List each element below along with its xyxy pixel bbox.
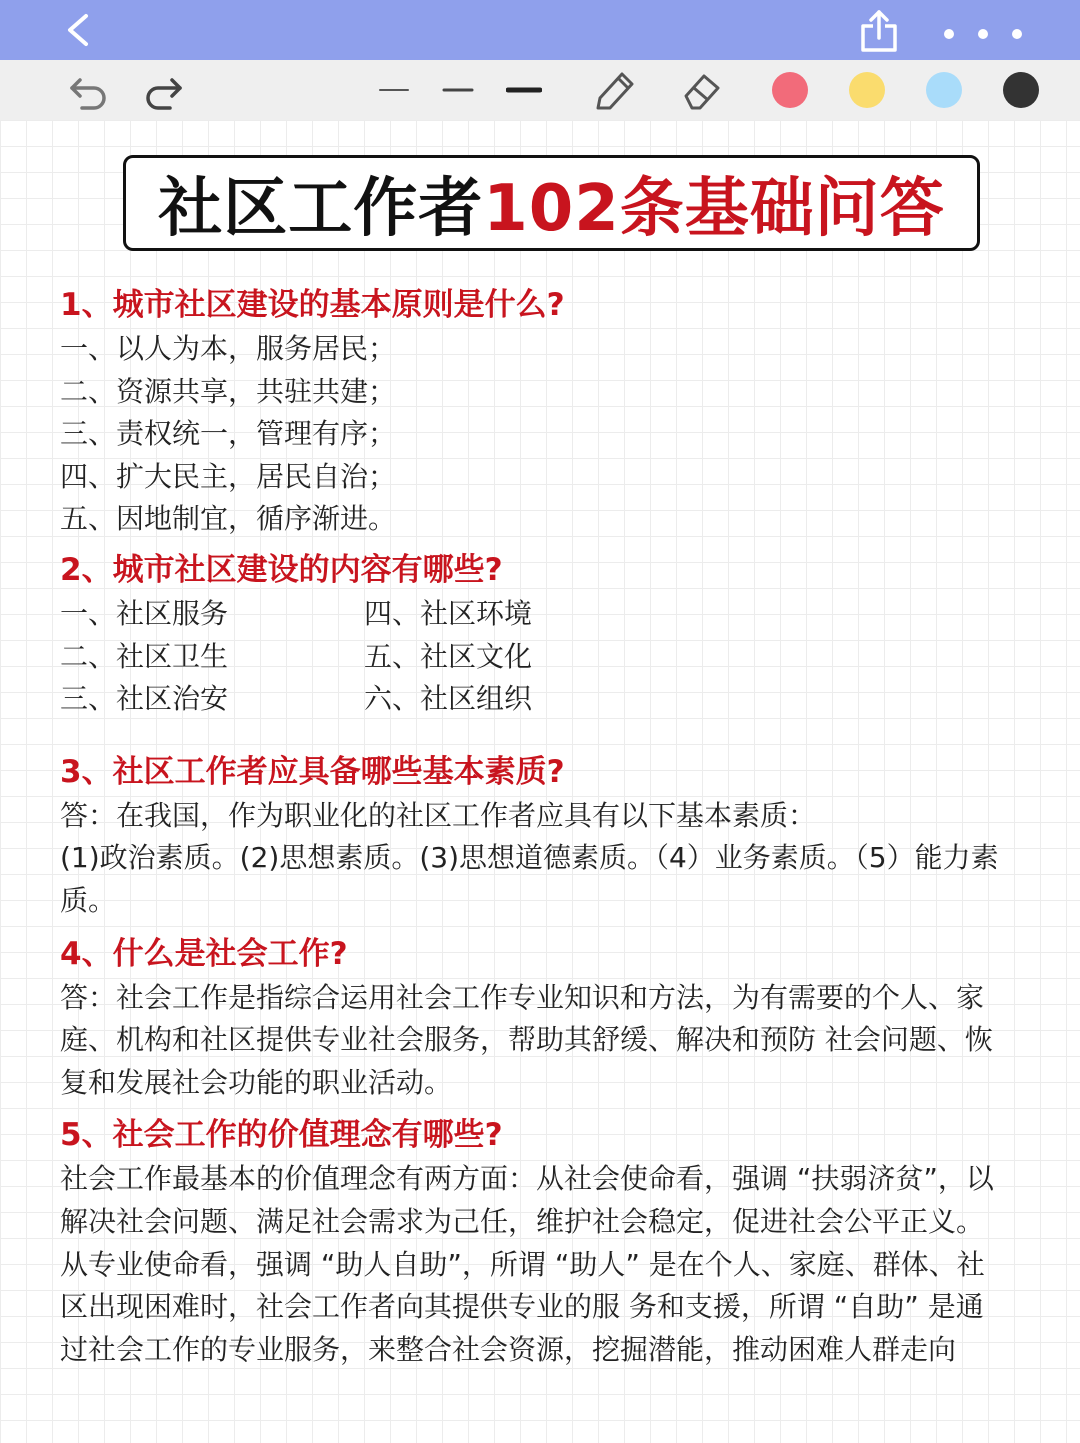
answer-line: 社会工作最基本的价值理念有两方面：从社会使命看，强调 “扶弱济贫”，以 [60, 1162, 994, 1196]
title-part-red: 102条基础问答 [483, 172, 945, 246]
answer-4 [60, 977, 1050, 1105]
question-2: 2、城市社区建设的内容有哪些? [60, 551, 503, 588]
top-navigation-bar [0, 0, 1080, 60]
answer-item: 一、社区服务 [60, 596, 229, 630]
color-swatch-black[interactable] [1001, 68, 1041, 112]
answer-line: 复和发展社会功能的职业活动。 [60, 1065, 453, 1099]
answer-line: 四、扩大民主，居民自治； [60, 459, 397, 493]
answer-1 [60, 328, 1050, 541]
more-options-icon[interactable] [936, 22, 1026, 46]
question-5: 5、社会工作的价值理念有哪些? [60, 1117, 503, 1154]
color-swatch-yellow[interactable] [847, 68, 887, 112]
answer-line: 三、责权统一，管理有序； [60, 417, 397, 451]
back-chevron-icon[interactable] [60, 12, 96, 48]
thin-line-icon[interactable] [378, 68, 410, 112]
answer-line: 答：社会工作是指综合运用社会工作专业知识和方法，为有需要的个人、家 [60, 980, 985, 1014]
redo-icon[interactable] [142, 68, 186, 112]
document-title [123, 155, 980, 251]
answer-item: 三、社区治安 [60, 682, 229, 716]
question-4: 4、什么是社会工作? [60, 935, 348, 972]
eraser-icon[interactable] [680, 68, 724, 112]
undo-icon[interactable] [66, 68, 110, 112]
document-content [60, 282, 1050, 1371]
answer-3 [60, 795, 1050, 923]
question-3: 3、社区工作者应具备哪些基本素质? [60, 753, 565, 790]
medium-line-icon[interactable] [442, 68, 474, 112]
answer-line: 区出现困难时，社会工作者向其提供专业的服 务和支援，所谓 “自助” 是通 [60, 1290, 984, 1324]
question-1: 1、城市社区建设的基本原则是什么? [60, 287, 565, 323]
answer-item: 六、社区组织 [364, 682, 533, 716]
answer-item: 二、社区卫生 [60, 639, 229, 673]
thick-line-icon[interactable] [506, 68, 542, 112]
pencil-icon[interactable] [590, 68, 638, 112]
answer-line: 解决社会问题、满足社会需求为己任，维护社会稳定，促进社会公平正义。 [60, 1204, 985, 1238]
answer-item: 四、社区环境 [364, 596, 533, 630]
color-swatch-pink[interactable] [770, 68, 810, 112]
title-part-black: 社区工作者 [158, 172, 484, 246]
answer-item: 五、社区文化 [364, 639, 533, 673]
answer-line: 过社会工作的专业服务，来整合社会资源，挖掘潜能，推动困难人群走向 [60, 1332, 957, 1366]
answer-line: 庭、机构和社区提供专业社会服务，帮助其舒缓、解决和预防 社会问题、恢 [60, 1023, 993, 1057]
answer-line: 答：在我国，作为职业化的社区工作者应具有以下基本素质： [60, 798, 817, 832]
color-swatch-blue[interactable] [924, 68, 964, 112]
share-icon[interactable] [858, 8, 900, 54]
answer-line: 质。 [60, 883, 117, 917]
answer-line: (1)政治素质。(2)思想素质。(3)思想道德素质。（4）业务素质。（5）能力素 [60, 841, 999, 875]
answer-line: 一、以人为本，服务居民； [60, 332, 397, 365]
drawing-toolbar [0, 60, 1080, 120]
answer-line: 从专业使命看，强调 “助人自助”，所谓 “助人” 是在个人、家庭、群体、社 [60, 1247, 985, 1281]
answer-5 [60, 1158, 1050, 1371]
answer-2 [60, 593, 1050, 721]
answer-line: 二、资源共享，共驻共建； [60, 374, 397, 408]
answer-line: 五、因地制宜，循序渐进。 [60, 502, 397, 536]
